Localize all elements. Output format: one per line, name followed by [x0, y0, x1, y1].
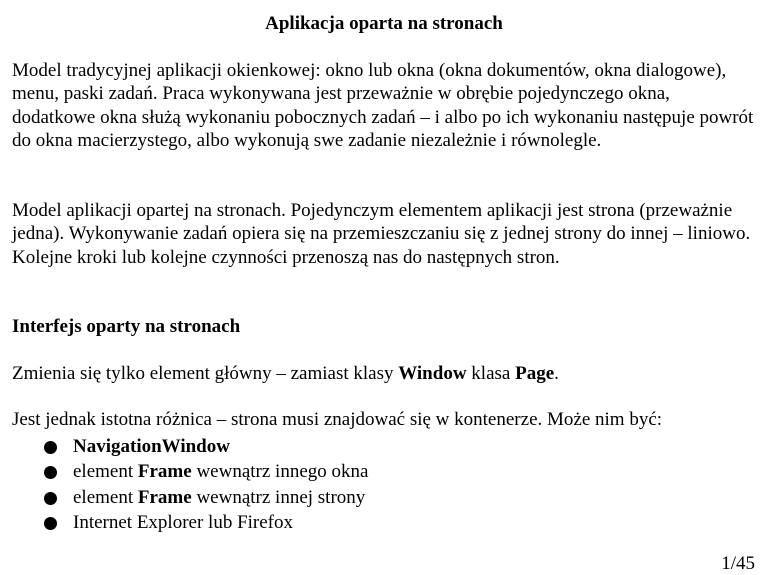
paragraph-container-note: Jest jednak istotna różnica – strona musi znajdować się w kontenerze. Może nim być: [12, 409, 663, 430]
list-item [0, 485, 368, 510]
paragraph-text: Zmienia się tylko element główny – zamiast klasy [12, 363, 399, 384]
list-item-bold: Frame [137, 486, 192, 508]
bullet-icon [44, 492, 57, 505]
bullet-icon [44, 517, 57, 530]
page-title: Aplikacja oparta na stronach [265, 13, 503, 34]
list-item-text: wewnątrz innego okna [191, 461, 369, 483]
list-item-text: element [73, 461, 138, 483]
list-item [0, 510, 368, 535]
bold-term-page: Page [515, 363, 555, 384]
list-item [0, 459, 368, 484]
list-item [0, 434, 368, 459]
container-list [0, 434, 368, 535]
section-heading: Interfejs oparty na stronach [12, 316, 241, 337]
bullet-icon [44, 441, 57, 454]
paragraph-text: . [554, 363, 559, 384]
paragraph-page-model: Model aplikacji opartej na stronach. Pojedynczym elementem aplikacji jest strona (przeważnie jedna). Wykonywanie zadań opiera się na przemieszczaniu się z jednej strony do innej – liniowo. Kolejne kroki lub kolejne czynności przenoszą nas do następnych stron. [12, 200, 751, 268]
page-number: 1/45 [721, 553, 755, 574]
list-item-text: element [73, 486, 138, 508]
paragraph-text: klasa [466, 363, 516, 384]
paragraph-traditional-model: Model tradycyjnej aplikacji okienkowej: okno lub okna (okna dokumentów, okna dialogowe), menu, paski zadań. Praca wykonywana jest przeważnie w obrębie pojedynczego okna, dodatkowe okna służą wykonaniu pobocznych zadań – i albo po ich wykonaniu następuje powrót do okna macierzystego, albo wykonują swe zadanie niezależnie i równolegle. [12, 60, 754, 151]
list-item-bold: NavigationWindow [73, 436, 230, 457]
bullet-icon [44, 466, 57, 479]
paragraph-main-element [12, 362, 757, 385]
bold-term-window: Window [398, 363, 467, 384]
list-item-text: wewnątrz innej strony [191, 486, 366, 508]
list-item-text: Internet Explorer lub Firefox [73, 511, 294, 533]
list-item-bold: Frame [137, 461, 192, 483]
